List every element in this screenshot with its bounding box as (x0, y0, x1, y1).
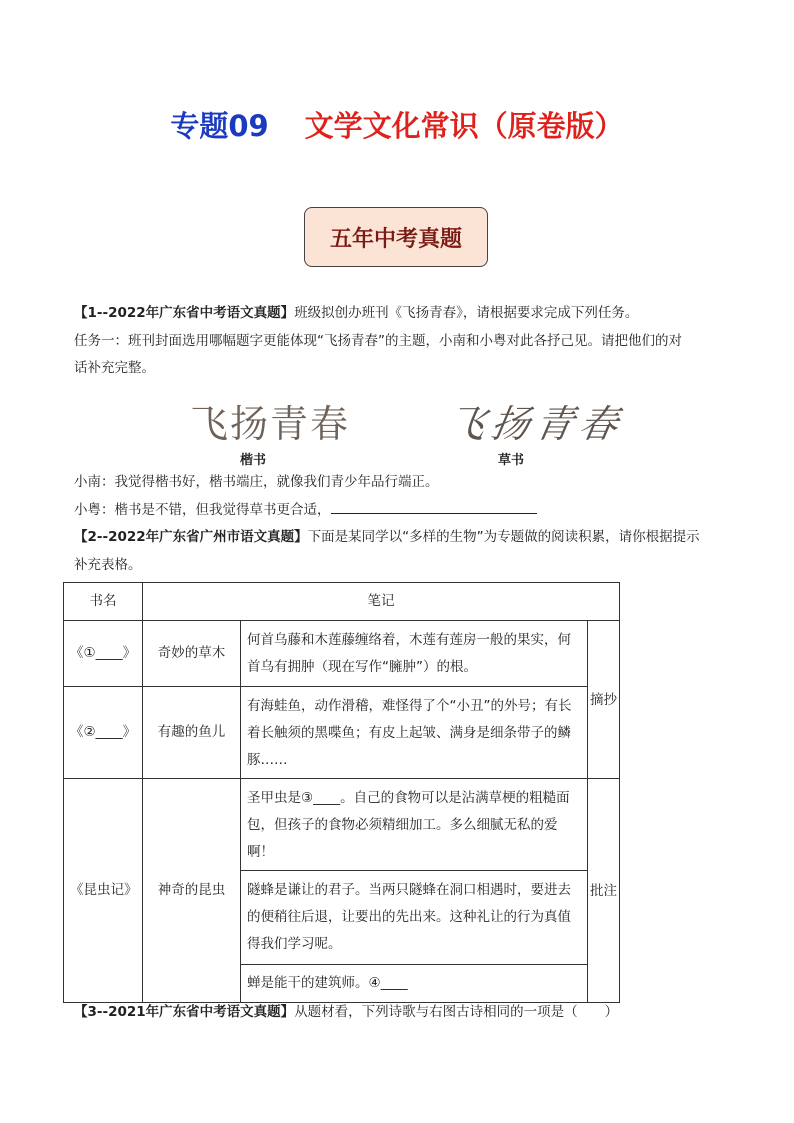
dialogue-xiaonan: 小南：我觉得楷书好，楷书端庄，就像我们青少年品行端正。 (74, 474, 439, 490)
q2-intro-text: 下面是某同学以“多样的生物”为专题做的阅读积累，请你根据提示 (307, 529, 700, 545)
q1-task-line1: 任务一：班刊封面选用哪幅题字更能体现“飞扬青春”的主题，小南和小粤对此各抒己见。请把他们的对 (74, 333, 682, 349)
dialogue-xiaoyue (74, 499, 537, 520)
caption-regular: 楷书 (240, 453, 267, 468)
q2-source: 【2--2022年广东省广州市语文真题】 (74, 529, 308, 545)
type-excerpt: 摘抄 (588, 621, 620, 779)
q1-intro (74, 303, 638, 323)
header-book: 书名 (64, 583, 143, 621)
row2-topic: 有趣的鱼儿 (143, 687, 241, 779)
table-header-row (64, 583, 620, 621)
reading-notes-table (63, 582, 620, 1003)
q3-source: 【3--2021年广东省中考语文真题】 (74, 1004, 295, 1020)
dialogue-xiaoyue-text: 小粤：楷书是不错，但我觉得草书更合适， (74, 502, 331, 518)
table-row (64, 687, 620, 779)
caption-cursive: 草书 (498, 453, 525, 468)
q3-text: 从题材看，下列诗歌与右图古诗相同的一项是（ ） (294, 1004, 619, 1020)
q1-source: 【1--2022年广东省中考语文真题】 (74, 305, 295, 321)
row3-note3: 蝉是能干的建筑师。④____ (241, 965, 588, 1003)
row2-book: 《②____》 (64, 687, 143, 779)
q2-intro-line2: 补充表格。 (74, 557, 142, 573)
row3-note2: 隧蜂是谦让的君子。当两只隧蜂在洞口相遇时，要进去的便稍往后退，让要出的先出来。这种礼让的行为真值得我们学习呢。 (241, 871, 588, 965)
calligraphy-regular-image: 飞扬青春 (190, 402, 351, 446)
section-badge: 五年中考真题 (304, 207, 488, 267)
row3-topic: 神奇的昆虫 (143, 779, 241, 1003)
table-row (64, 779, 620, 871)
header-notes: 笔记 (143, 583, 620, 621)
row3-note1: 圣甲虫是③____。自己的食物可以是沾满草梗的粗糙面包，但孩子的食物必须精细加工。多么细腻无私的爱啊！ (241, 779, 588, 871)
table-row (64, 621, 620, 687)
q3-intro (74, 1002, 618, 1022)
title-topic-number: 专题09 (170, 109, 269, 143)
row2-note: 有海蛙鱼，动作滑稽，难怪得了个“小丑”的外号；有长着长触须的黑喋鱼；有皮上起皱、满身是细条带子的鳞豚…… (241, 687, 588, 779)
answer-blank[interactable] (331, 499, 537, 514)
row1-note: 何首乌藤和木莲藤缠络着，木莲有莲房一般的果实，何首乌有拥肿（现在写作“臃肿”）的根。 (241, 621, 588, 687)
row3-book: 《昆虫记》 (64, 779, 143, 1003)
q1-task-line2: 话补充完整。 (74, 360, 155, 376)
q2-intro (74, 527, 700, 547)
row1-book: 《①____》 (64, 621, 143, 687)
calligraphy-cursive-image: 飞扬青春 (443, 402, 628, 446)
type-comment: 批注 (588, 779, 620, 1003)
row1-topic: 奇妙的草木 (143, 621, 241, 687)
q1-intro-text: 班级拟创办班刊《飞扬青春》，请根据要求完成下列任务。 (294, 305, 639, 321)
title-topic-name: 文学文化常识（原卷版） (304, 109, 624, 143)
page-title (0, 104, 794, 145)
